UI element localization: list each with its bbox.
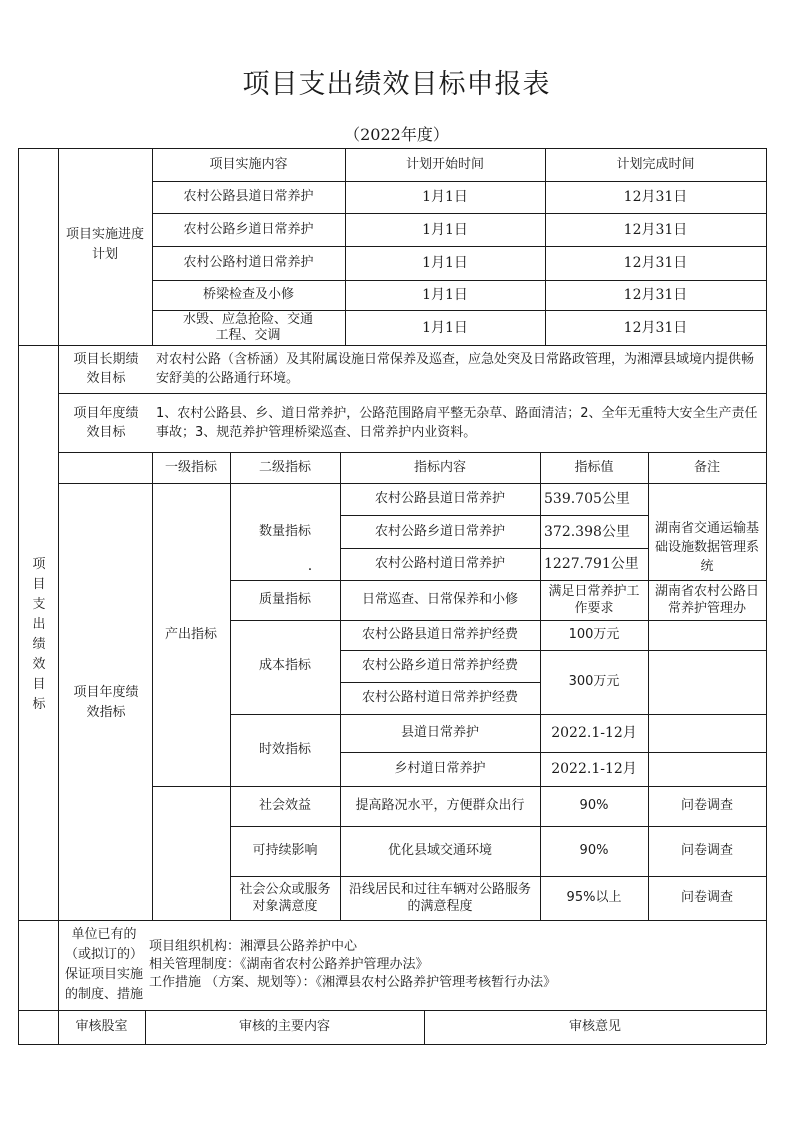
indicator-header-remark: 备注: [693, 459, 720, 475]
schedule-row-start: 1月1日: [422, 287, 468, 303]
effect-content: 沿线居民和过往车辆对公路服务的满意程度: [348, 882, 531, 914]
long-term-text: 对农村公路（含桥涵）及其附属设施日常保养及巡查，应急处突及日常路政管理，为湘潭县域境内提供畅安舒美的公路通行环境。: [156, 352, 755, 386]
quantity-row-content: 农村公路乡道日常养护: [374, 523, 505, 539]
schedule-header-end: 计划完成时间: [616, 156, 695, 172]
quantity-row-value: 1227.791公里: [544, 556, 639, 572]
quantity-dot: .: [307, 558, 313, 574]
effect-remark: 问卷调查: [680, 843, 733, 858]
schedule-row-content: 农村公路县道日常养护: [183, 189, 314, 204]
review-header-opinion: 审核意见: [568, 1019, 621, 1034]
section-label: 项目支出绩效目标: [32, 557, 46, 712]
schedule-row-content: 农村公路村道日常养护: [183, 255, 314, 270]
indicator-header-level2: 二级指标: [258, 459, 311, 475]
schedule-header-start: 计划开始时间: [405, 156, 484, 172]
time-label: 时效指标: [258, 742, 311, 757]
annual-goal-label: 项目年度绩效目标: [73, 406, 139, 440]
schedule-row-end: 12月31日: [623, 221, 688, 238]
quality-remark: 湖南省农村公路日常养护管理办: [654, 584, 759, 616]
cost-value: 100万元: [568, 627, 620, 642]
review-header-dept: 审核股室: [75, 1019, 128, 1034]
schedule-label: 项目实施进度计划: [65, 227, 144, 262]
schedule-row-end: 12月31日: [623, 255, 688, 271]
cost-row-content: 农村公路县道日常养护经费: [361, 627, 518, 642]
effect-remark: 问卷调查: [680, 798, 733, 813]
effect-label: 社会公众或服务对象满意度: [239, 882, 331, 914]
indicator-header-level1: 一级指标: [164, 459, 217, 475]
page-title: 项目支出绩效目标申报表: [242, 69, 551, 100]
quantity-label: 数量指标: [258, 523, 311, 539]
time-row-value: 2022.1-12月: [551, 725, 637, 741]
effect-label: 社会效益: [258, 798, 311, 813]
measures-line: 工作措施 （方案、规划等）：《湘潭县农村公路养护管理考核暂行办法》: [149, 975, 557, 990]
cost-value: 300万元: [568, 674, 620, 689]
indicator-header-value: 指标值: [574, 459, 614, 475]
quality-label: 质量指标: [258, 592, 311, 607]
output-label: 产出指标: [164, 627, 217, 642]
cost-row-content: 农村公路乡道日常养护经费: [361, 658, 518, 673]
quantity-row-value: 372.398公里: [544, 523, 630, 540]
time-row-content: 乡村道日常养护: [394, 761, 486, 776]
schedule-row-content: 桥梁检查及小修: [202, 287, 294, 302]
quantity-row-content: 农村公路县道日常养护: [374, 491, 505, 506]
cost-row-content: 农村公路村道日常养护经费: [361, 690, 518, 705]
schedule-row-content: 水毁、应急抢险、交通工程、交调: [182, 312, 313, 343]
quantity-remark: 湖南省交通运输基础设施数据管理系统: [654, 521, 759, 574]
time-row-value: 2022.1-12月: [551, 761, 637, 777]
measures-line: 项目组织机构：湘潭县公路养护中心: [149, 939, 358, 954]
schedule-row-end: 12月31日: [623, 319, 688, 336]
schedule-row-start: 1月1日: [422, 189, 468, 205]
cost-label: 成本指标: [258, 658, 311, 673]
review-header-content: 审核的主要内容: [238, 1019, 330, 1034]
quality-value: 满足日常养护工作要求: [548, 584, 640, 616]
schedule-row-start: 1月1日: [422, 221, 468, 238]
schedule-row-start: 1月1日: [422, 319, 468, 336]
schedule-row-content: 农村公路乡道日常养护: [183, 221, 314, 237]
measures-label: 单位已有的（或拟订的）保证项目实施的制度、措施: [64, 927, 143, 1002]
effect-value: 95%以上: [566, 890, 622, 905]
effect-value: 90%: [579, 843, 609, 858]
long-term-label: 项目长期绩效目标: [73, 352, 139, 386]
schedule-header-content: 项目实施内容: [209, 156, 288, 172]
time-row-content: 县道日常养护: [400, 725, 479, 740]
effect-content: 提高路况水平，方便群众出行: [355, 798, 525, 813]
annual-goal-text: 1、农村公路县、乡、道日常养护，公路范围路肩平整无杂草、路面清洁；2、全年无重特大安全生产责任事故；3、规范养护管理桥梁巡查、日常养护内业资料。: [156, 406, 758, 440]
quantity-row-value: 539.705公里: [544, 491, 630, 507]
fiscal-year: （2022年度）: [344, 125, 449, 144]
effect-value: 90%: [579, 798, 609, 813]
schedule-row-end: 12月31日: [623, 287, 688, 303]
indicators-label: 项目年度绩效指标: [73, 685, 139, 720]
quantity-row-content: 农村公路村道日常养护: [374, 556, 505, 571]
quality-content: 日常巡查、日常保养和小修: [361, 592, 518, 607]
measures-text: [145, 938, 765, 998]
effect-content: 优化县域交通环境: [387, 843, 492, 858]
effect-remark: 问卷调查: [680, 890, 733, 905]
schedule-row-start: 1月1日: [422, 255, 468, 271]
measures-line: 相关管理制度：《湖南省农村公路养护管理办法》: [149, 957, 429, 972]
effect-label: 可持续影响: [252, 843, 318, 858]
schedule-row-end: 12月31日: [623, 189, 688, 205]
indicator-header-content: 指标内容: [413, 459, 466, 475]
